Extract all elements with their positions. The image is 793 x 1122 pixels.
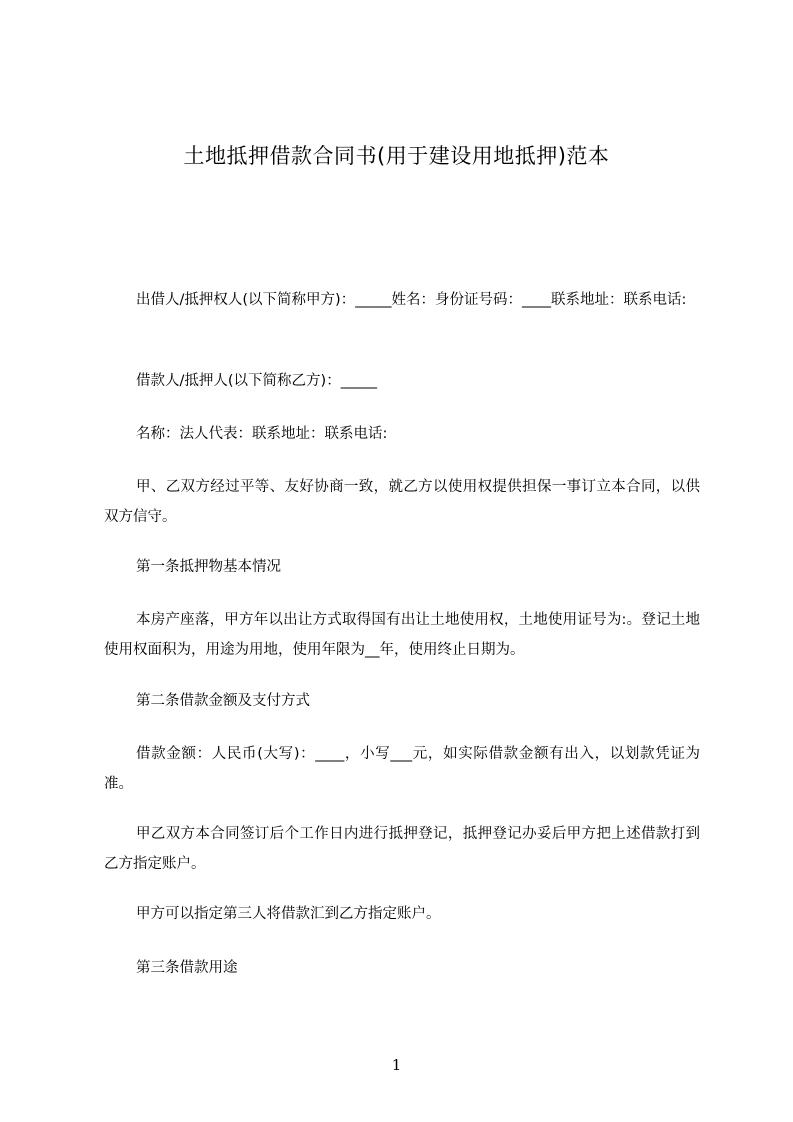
paragraph-third-party-transfer: 甲方可以指定第三人将借款汇到乙方指定账户。 [136, 906, 441, 922]
page-number: 1 [391, 1056, 402, 1074]
section-heading-article-3: 第三条借款用途 [136, 960, 238, 976]
document-title: 土地抵押借款合同书(用于建设用地抵押)范本 [183, 144, 610, 168]
section-heading-article-2: 第二条借款金额及支付方式 [136, 693, 310, 709]
paragraph-agreement-intro: 甲、乙双方经过平等、友好协商一致，就乙方以使用权提供担保一事订立本合同，以供双方信守。 [104, 479, 700, 525]
paragraph-loan-amount: 借款金额：人民币(大写)：____，小写___元，如实际借款金额有出入，以划款凭证为准。 [104, 746, 700, 792]
section-heading-article-1: 第一条抵押物基本情况 [136, 559, 281, 575]
paragraph-borrower-info: 借款人/抵押人(以下简称乙方)：_____ [136, 373, 377, 389]
paragraph-lender-info: 出借人/抵押权人(以下简称甲方)：_____姓名：身份证号码：____联系地址：联系电话: [136, 292, 687, 308]
paragraph-borrower-details: 名称：法人代表：联系地址：联系电话: [136, 426, 388, 442]
paragraph-mortgage-registration: 甲乙双方本合同签订后个工作日内进行抵押登记，抵押登记办妥后甲方把上述借款打到乙方指定账户。 [104, 826, 700, 872]
paragraph-collateral-info: 本房产座落，甲方年以出让方式取得国有出让土地使用权，土地使用证号为:。登记土地使用权面积为，用途为用地，使用年限为__年，使用终止日期为。 [104, 612, 700, 658]
